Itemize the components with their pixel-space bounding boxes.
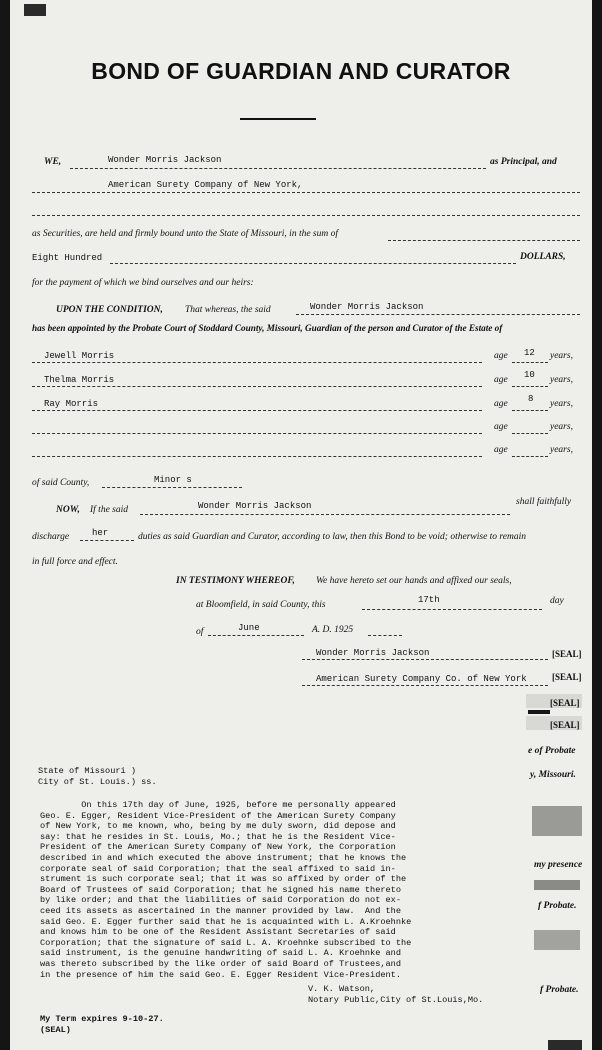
affidavit-line-12: said Geo. E. Egger further said that he is acquainted with L. A.Kroehnke (40, 916, 412, 927)
notary-title: Notary Public,City of St.Louis,Mo. (308, 995, 484, 1005)
discharge-label: discharge (32, 532, 70, 542)
ward-5-line (32, 456, 482, 457)
now-label: NOW, (56, 505, 80, 515)
ward-3-age: 8 (528, 394, 534, 404)
testimony-text: We have hereto set our hands and affixed our seals, (316, 576, 512, 586)
condition-line (296, 314, 580, 315)
appointed-text: has been appointed by the Probate Court of Stoddard County, Missouri, Guardian of the person and Curator of the Estate of (32, 323, 503, 333)
sum-line (388, 240, 580, 241)
day-value: 17th (418, 595, 440, 605)
full-force-text: in full force and effect. (32, 557, 118, 567)
ward-4-years: years, (550, 422, 573, 432)
ward-1-name: Jewell Morris (44, 351, 115, 361)
of-label: of (196, 627, 204, 637)
year-label: A. D. 1925 (312, 625, 354, 635)
scan-smudge-3 (534, 880, 580, 890)
affidavit-state: State of Missouri ) (38, 766, 136, 776)
amount-words: Eight Hundred (32, 253, 103, 263)
signature-1-line (302, 659, 548, 660)
condition-name: Wonder Morris Jackson (310, 302, 424, 312)
ward-4-line (32, 433, 482, 434)
scan-smudge-2 (532, 806, 582, 836)
blank-line (32, 215, 580, 216)
month-line (208, 635, 304, 636)
testimony-label: IN TESTIMONY WHEREOF, (176, 576, 295, 586)
affidavit-body (40, 800, 526, 980)
principal-name: Wonder Morris Jackson (108, 155, 222, 165)
seal-2: [SEAL] (552, 672, 582, 682)
affidavit-line-13: and knows him to be one of the Resident Assistant Secretaries of said (40, 927, 396, 938)
payment-text: for the payment of which we bind ourselves and our heirs: (32, 278, 254, 288)
affidavit-line-4: say: that he resides in St. Louis, Mo.; that he is the Resident Vice- (40, 831, 396, 842)
affidavit-line-10: by like order; and that the liabilities of said Corporation do not ex- (40, 895, 401, 906)
affidavit-line-8: strument is such corporate seal; that it was so affixed by order of the (40, 874, 407, 885)
affidavit-line-9: Board of Trustees of said Corporation; that he signed his name thereto (40, 884, 401, 895)
dollars-label: DOLLARS, (520, 252, 566, 262)
seal-4: [SEAL] (550, 720, 580, 730)
affidavit-line-1: On this 17th day of June, 1925, before me personally appeared (40, 800, 396, 810)
day-label: day (550, 596, 564, 606)
ward-3-line (32, 410, 482, 411)
affidavit-line-16: was thereto subscribed by the like order of said Board of Trustees,and (40, 958, 401, 969)
ward-3-age-label: age (494, 399, 508, 409)
signature-2-line (302, 685, 548, 686)
affidavit-line-15: said instrument, is the genuine handwriting of said L. A. Kroehnke and (40, 948, 401, 959)
affidavit-line-6: described in and which executed the above instrument; that he knows the (40, 852, 407, 863)
duties-text: duties as said Guardian and Curator, according to law, then this Bond to be void; otherwise to remain (138, 532, 526, 542)
minors-line (102, 487, 242, 488)
ward-3-name: Ray Morris (44, 399, 99, 409)
ward-3-years: years, (550, 399, 573, 409)
affidavit-city: City of St. Louis.) ss. (38, 777, 157, 787)
county-label: of said County, (32, 478, 90, 488)
affidavit-line-3: of New York, to me known, who, being by me duly sworn, did depose and (40, 821, 396, 832)
ward-5-years: years, (550, 445, 573, 455)
title-underline (240, 118, 316, 120)
amount-line (110, 263, 516, 264)
surety-name: American Surety Company of New York, (108, 180, 303, 190)
seal-1: [SEAL] (552, 649, 582, 659)
affidavit-line-17: in the presence of him the said Geo. E. Egger Resident Vice-President. (40, 969, 401, 980)
affidavit-line-7: corporate seal of said Corporation; that the seal affixed to said in- (40, 863, 396, 874)
day-line (362, 609, 542, 610)
corner-mark (24, 4, 46, 16)
ward-1-line (32, 362, 482, 363)
securities-text: as Securities, are held and firmly bound unto the State of Missouri, in the sum of (32, 229, 338, 239)
ward-5-age-line (512, 456, 548, 457)
now-name: Wonder Morris Jackson (198, 501, 312, 511)
ward-4-age-line (512, 433, 548, 434)
ward-2-line (32, 386, 482, 387)
signature-principal: Wonder Morris Jackson (316, 648, 430, 658)
ward-2-name: Thelma Morris (44, 375, 115, 385)
ward-1-years: years, (550, 351, 573, 361)
surety-line (32, 192, 580, 193)
year-line (368, 635, 402, 636)
ward-2-years: years, (550, 375, 573, 385)
affidavit-line-2: Geo. E. Egger, Resident Vice-President of the American Surety Company (40, 810, 396, 821)
my-presence-fragment: my presence (534, 860, 583, 870)
month-value: June (238, 623, 260, 633)
as-principal-label: as Principal, and (490, 157, 557, 167)
term-expires: My Term expires 9-10-27. (40, 1014, 164, 1024)
missouri-fragment: y, Missouri. (530, 770, 576, 780)
probate-fragment: e of Probate (528, 746, 576, 756)
affidavit-line-11: ceed its assets as ascertained in the manner provided by law. And the (40, 905, 401, 916)
ward-1-age-line (512, 362, 548, 363)
scan-smudge-4 (534, 930, 580, 950)
probate-fragment-2: f Probate. (538, 901, 577, 911)
notary-name: V. K. Watson, (308, 984, 376, 994)
seal-3: [SEAL] (550, 698, 580, 708)
now-line (140, 514, 510, 515)
pronoun-value: her (92, 528, 109, 538)
scan-smudge-5 (548, 1040, 582, 1050)
faithfully-label: shall faithfully (516, 497, 572, 507)
affidavit-line-5: President of the American Surety Company of New York, the Corporation (40, 842, 396, 853)
signature-surety: American Surety Company Co. of New York (316, 674, 527, 684)
affidavit-seal: (SEAL) (40, 1025, 71, 1035)
condition-label: UPON THE CONDITION, (56, 305, 163, 315)
ward-1-age-label: age (494, 351, 508, 361)
now-text: If the said (90, 505, 128, 515)
ward-4-age-label: age (494, 422, 508, 432)
ward-5-age-label: age (494, 445, 508, 455)
ward-2-age: 10 (524, 370, 535, 380)
document-title: BOND OF GUARDIAN AND CURATOR (91, 58, 511, 84)
probate-fragment-3: f Probate. (540, 985, 579, 995)
ward-1-age: 12 (524, 348, 535, 358)
scan-smudge-1 (528, 710, 550, 714)
minors-value: Minor s (154, 475, 192, 485)
ward-2-age-label: age (494, 375, 508, 385)
at-place-text: at Bloomfield, in said County, this (196, 600, 326, 610)
condition-text: That whereas, the said (185, 305, 271, 315)
pronoun-line (80, 540, 134, 541)
principal-line (70, 168, 486, 169)
affidavit-line-14: Corporation; that the signature of said L. A. Kroehnke subscribed to the (40, 937, 412, 948)
ward-3-age-line (512, 410, 548, 411)
we-label: WE, (44, 157, 62, 167)
ward-2-age-line (512, 386, 548, 387)
